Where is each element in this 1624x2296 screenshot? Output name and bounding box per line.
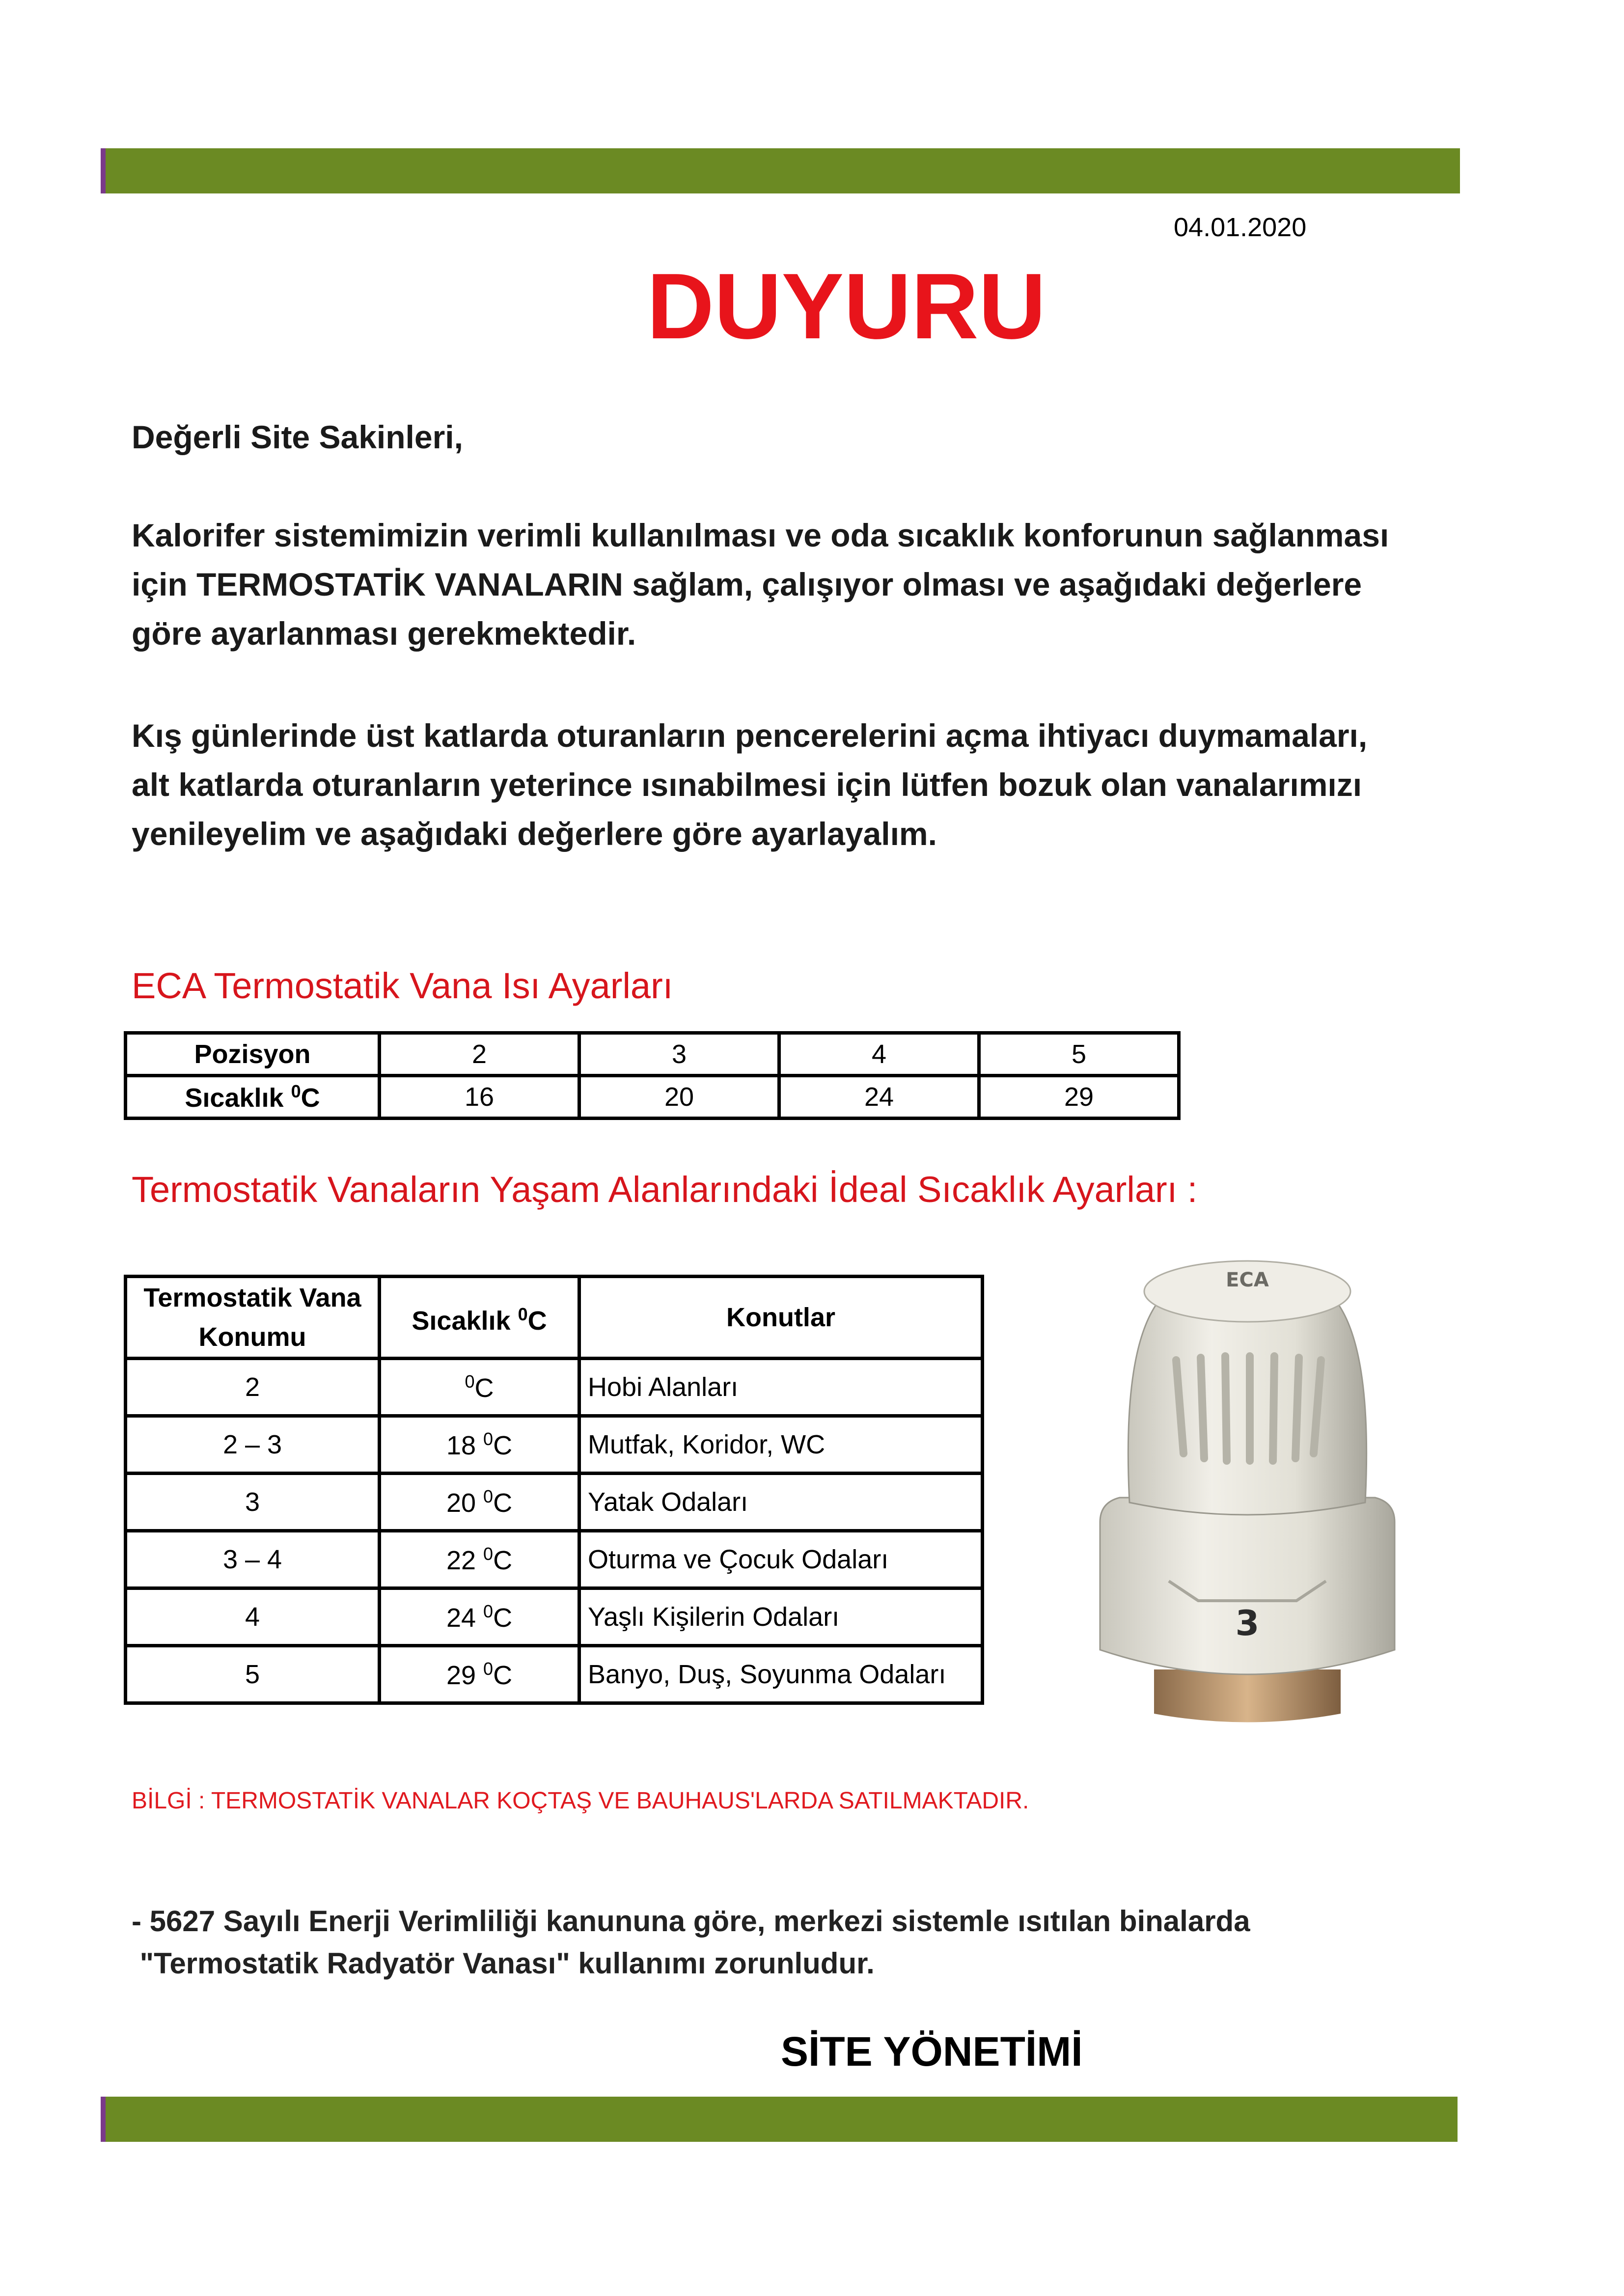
table-header-row — [126, 1277, 983, 1359]
table-row — [126, 1076, 1179, 1119]
signature: SİTE YÖNETİMİ — [781, 2028, 1083, 2075]
thermostatic-valve-image — [1071, 1247, 1424, 1728]
temp-cell: $^0$C — [380, 1359, 579, 1416]
position-cell: 3 – 4 — [126, 1531, 380, 1588]
header-green-bar — [101, 148, 1460, 193]
intro-paragraph: Kalorifer sistemimizin verimli kullanılması ve oda sıcaklık konforunun sağlanması için TERMOSTATİK VANALARIN sağlam, çalışıyor olması ve aşağıdaki değerlere göre ayarlanması gerekmektedir. — [132, 517, 1389, 652]
temp-cell: 22 $^0$C — [380, 1531, 579, 1588]
law-note: - 5627 Sayılı Enerji Verimliliği kanununa göre, merkezi sistemle ısıtılan binalarda "Termostatik Radyatör Vanası" kullanımı zorunludur. — [132, 1905, 1250, 1980]
position-cell: 4 — [126, 1588, 380, 1646]
temp-cell: 20 $^0$C — [380, 1474, 579, 1531]
rooms-cell: Mutfak, Koridor, WC — [579, 1416, 983, 1474]
temp-cell: 24 — [779, 1076, 979, 1119]
table-row — [126, 1359, 983, 1416]
position-cell: 5 — [979, 1033, 1179, 1076]
position-column-header: Termostatik Vana Konumu — [126, 1277, 380, 1359]
table-row — [126, 1531, 983, 1588]
table-row — [126, 1474, 983, 1531]
rooms-cell: Hobi Alanları — [579, 1359, 983, 1416]
rooms-cell: Yatak Odaları — [579, 1474, 983, 1531]
temp-cell: 29 — [979, 1076, 1179, 1119]
position-cell: 2 — [126, 1359, 380, 1416]
svg-text:3: 3 — [1235, 1603, 1260, 1643]
page-title: DUYURU — [647, 254, 1046, 358]
table-row — [126, 1588, 983, 1646]
position-cell: 4 — [779, 1033, 979, 1076]
table-row — [126, 1416, 983, 1474]
request-paragraph: Kış günlerinde üst katlarda oturanların pencerelerini açma ihtiyacı duymamaları, alt katlarda oturanların yeterince ısınabilmesi için lütfen bozuk olan vanalarımızı yenileyelim ve aşağıdaki değerlere göre ayarlayalım. — [132, 717, 1368, 852]
temp-cell: 18 $^0$C — [380, 1416, 579, 1474]
eca-settings-title: ECA Termostatik Vana Isı Ayarları — [132, 965, 673, 1006]
position-row-label: Pozisyon — [126, 1033, 380, 1076]
rooms-column-header: Konutlar — [579, 1277, 983, 1359]
position-cell: 2 – 3 — [126, 1416, 380, 1474]
ideal-settings-table — [124, 1275, 984, 1705]
temp-column-header: Sıcaklık $^0$C — [380, 1277, 579, 1359]
rooms-cell: Yaşlı Kişilerin Odaları — [579, 1588, 983, 1646]
greeting: Değerli Site Sakinleri, — [132, 419, 463, 455]
temp-cell: 20 — [579, 1076, 779, 1119]
temp-cell: 29 $^0$C — [380, 1646, 579, 1703]
position-cell: 3 — [579, 1033, 779, 1076]
position-cell: 5 — [126, 1646, 380, 1703]
ideal-settings-title: Termostatik Vanaların Yaşam Alanlarındaki İdeal Sıcaklık Ayarları : — [132, 1169, 1198, 1210]
rooms-cell: Banyo, Duş, Soyunma Odaları — [579, 1646, 983, 1703]
announcement-date: 04.01.2020 — [1174, 213, 1307, 242]
svg-text:ECA: ECA — [1226, 1269, 1269, 1291]
position-cell: 2 — [380, 1033, 579, 1076]
info-note: BİLGİ : TERMOSTATİK VANALAR KOÇTAŞ VE BAUHAUS'LARDA SATILMAKTADIR. — [132, 1788, 1029, 1814]
rooms-cell: Oturma ve Çocuk Odaları — [579, 1531, 983, 1588]
temp-row-label: Sıcaklık $^0$C — [126, 1076, 380, 1119]
footer-green-bar — [101, 2097, 1458, 2142]
position-cell: 3 — [126, 1474, 380, 1531]
temp-cell: 24 $^0$C — [380, 1588, 579, 1646]
table-row — [126, 1646, 983, 1703]
table-row — [126, 1033, 1179, 1076]
temp-cell: 16 — [380, 1076, 579, 1119]
eca-settings-table — [124, 1031, 1181, 1120]
